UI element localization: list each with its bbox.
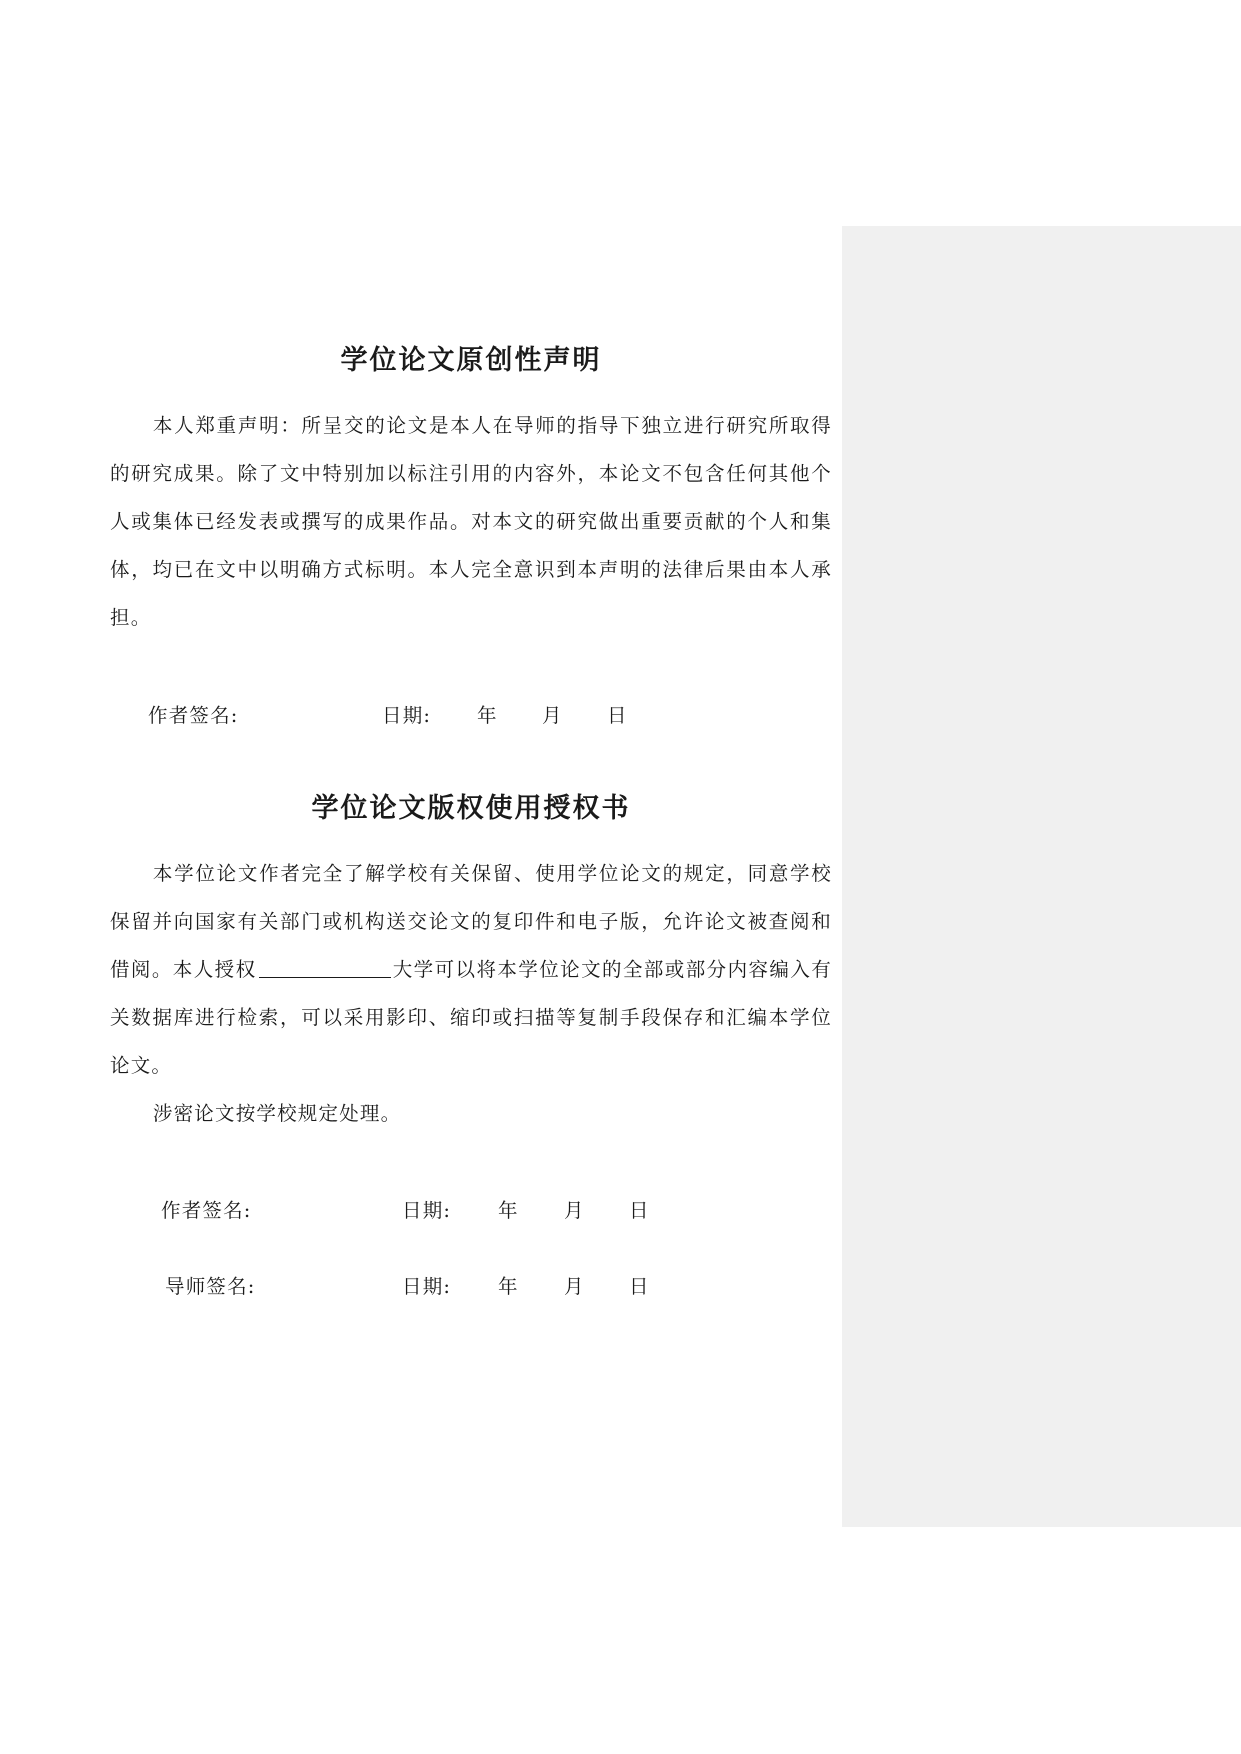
secret-thesis-note: 涉密论文按学校规定处理。 — [152, 1102, 402, 1125]
authorization-body-part1: 本学位论文作者完全了解学校有关保留、使用学位论文的规定，同意学校保留并向国家有关部门或机构送交论文的复印件和电子版，允许论文被查阅和借阅。本人授权 — [110, 862, 832, 981]
authorization-title: 学位论文版权使用授权书 — [311, 793, 631, 824]
date-label: 日期: — [402, 1275, 452, 1298]
declaration-signature-row — [110, 702, 832, 730]
declaration-body: 本人郑重声明：所呈交的论文是本人在导师的指导下独立进行研究所取得的研究成果。除了文中特别加以标注引用的内容外，本论文不包含任何其他个人或集体已经发表或撰写的成果作品。对本文的研究做出重要贡献的个人和集体，均已在文中以明确方式标明。本人完全意识到本声明的法律后果由本人承担。 — [110, 414, 832, 629]
year-label: 年 — [477, 704, 498, 727]
day-label: 日 — [629, 1199, 650, 1222]
authorization-body — [110, 850, 832, 1090]
advisor-signature-label: 导师签名: — [165, 1275, 256, 1298]
date-label: 日期: — [382, 704, 432, 727]
author-signature-label: 作者签名: — [148, 704, 239, 727]
authorization-author-signature-row — [110, 1197, 832, 1225]
comment-markup-pane — [842, 226, 1241, 1527]
day-label: 日 — [629, 1275, 650, 1298]
day-label: 日 — [607, 704, 628, 727]
date-label: 日期: — [402, 1199, 452, 1222]
author-signature-label: 作者签名: — [161, 1199, 252, 1222]
month-label: 月 — [542, 704, 563, 727]
declaration-title: 学位论文原创性声明 — [340, 345, 602, 376]
month-label: 月 — [564, 1275, 585, 1298]
advisor-signature-row — [110, 1273, 832, 1301]
year-label: 年 — [498, 1275, 519, 1298]
month-label: 月 — [564, 1199, 585, 1222]
authorization-body-part2: 大学可以将本学位论文的全部或部分内容编入有关数据库进行检索，可以采用影印、缩印或扫描等复制手段保存和汇编本学位论文。 — [110, 958, 832, 1077]
university-name-blank — [259, 959, 391, 978]
year-label: 年 — [498, 1199, 519, 1222]
